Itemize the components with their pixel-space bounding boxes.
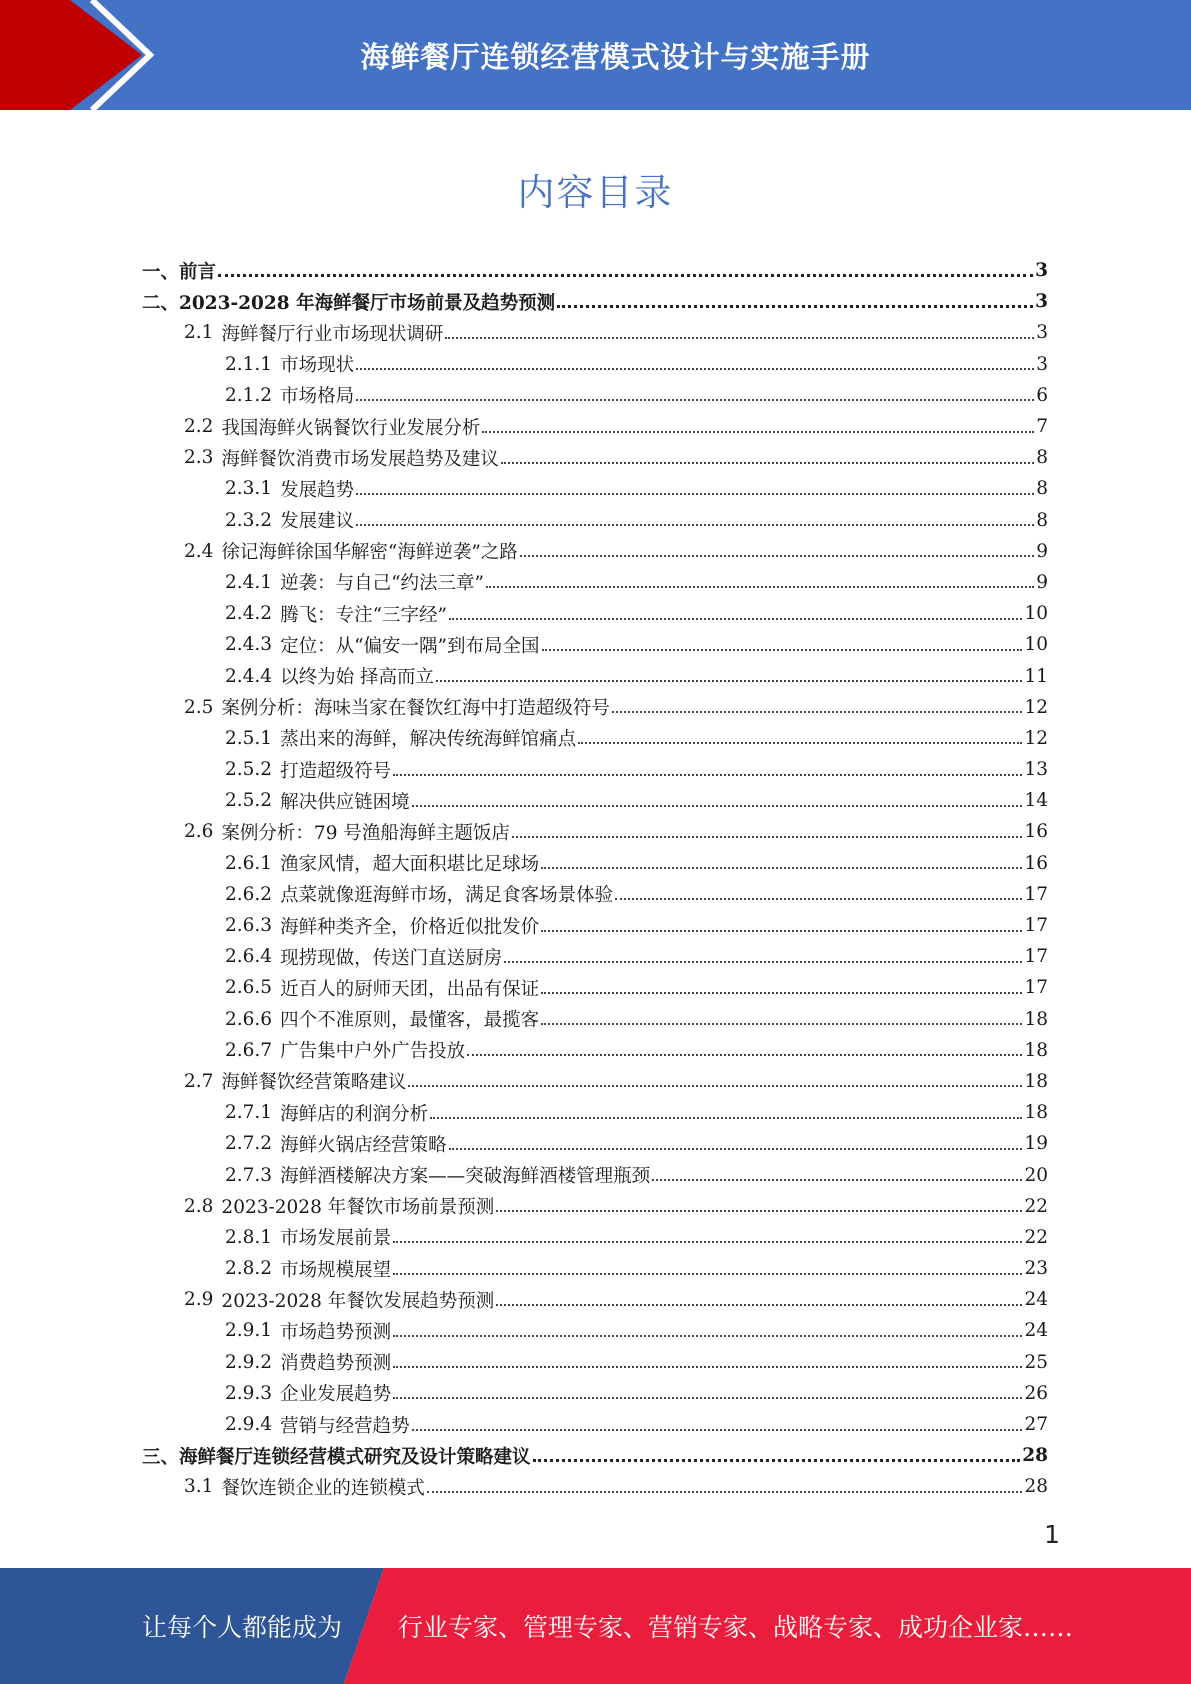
toc-entry-number: 2.1.2 xyxy=(225,384,273,406)
toc-dot-leader xyxy=(652,1179,1022,1181)
toc-dot-leader xyxy=(356,493,1034,495)
toc-dot-leader xyxy=(541,867,1022,869)
toc-entry-title: 市场现状 xyxy=(280,355,355,377)
toc-entry-page: 10 xyxy=(1024,603,1048,625)
toc-entry-page: 17 xyxy=(1024,946,1048,968)
toc-entry-title: 海鲜酒楼解决方案——突破海鲜酒楼管理瓶颈 xyxy=(280,1166,651,1188)
toc-entry-page: 8 xyxy=(1036,509,1048,531)
toc-entry[interactable] xyxy=(142,380,1048,411)
toc-entry-title: 海鲜火锅店经营策略 xyxy=(280,1134,447,1156)
toc-entry[interactable] xyxy=(142,442,1048,473)
toc-entry[interactable] xyxy=(142,1222,1048,1253)
toc-dot-leader xyxy=(393,1397,1022,1399)
toc-entry-number: 2.4.1 xyxy=(225,571,273,593)
toc-entry[interactable] xyxy=(142,972,1048,1003)
toc-entry-number: 3.1 xyxy=(184,1476,214,1498)
toc-entry-title: 渔家风情，超大面积堪比足球场 xyxy=(280,854,540,876)
toc-entry-number: 2.6.7 xyxy=(225,1039,273,1061)
toc-entry-page: 18 xyxy=(1024,1102,1048,1124)
toc-entry-number: 2.5.1 xyxy=(225,727,273,749)
toc-entry-page: 22 xyxy=(1024,1195,1048,1217)
toc-dot-leader xyxy=(393,1335,1022,1337)
toc-dot-leader xyxy=(393,1241,1022,1243)
toc-entry-page: 18 xyxy=(1024,1070,1048,1092)
toc-entry[interactable] xyxy=(142,1159,1048,1190)
footer-slogan-left: 让每个人都能成为 xyxy=(142,1613,343,1642)
toc-entry-title: 餐饮连锁企业的连锁模式 xyxy=(221,1477,425,1499)
toc-entry-page: 3 xyxy=(1036,353,1048,375)
toc-dot-leader xyxy=(541,930,1022,932)
toc-dot-leader xyxy=(512,836,1023,838)
toc-entry-page: 12 xyxy=(1024,727,1048,749)
toc-entry[interactable] xyxy=(142,1035,1048,1066)
toc-entry-title: 海鲜种类齐全，价格近似批发价 xyxy=(280,916,540,938)
toc-entry-number: 2.6.4 xyxy=(225,946,273,968)
toc-entry[interactable] xyxy=(142,1253,1048,1284)
toc-entry-number: 2.4.4 xyxy=(225,665,273,687)
toc-entry[interactable] xyxy=(142,286,1048,317)
toc-entry[interactable] xyxy=(142,785,1048,816)
toc-entry-page: 17 xyxy=(1024,915,1048,937)
toc-entry-title: 以终为始 择高而立 xyxy=(280,667,434,689)
header-band xyxy=(0,0,1191,110)
toc-dot-leader xyxy=(412,1429,1023,1431)
toc-dot-leader xyxy=(449,1148,1023,1150)
toc-entry-number: 2.3.1 xyxy=(225,478,273,500)
toc-entry[interactable] xyxy=(142,1128,1048,1159)
toc-entry[interactable] xyxy=(142,598,1048,629)
toc-entry[interactable] xyxy=(142,1347,1048,1378)
toc-entry-title: 逆袭：与自己“约法三章” xyxy=(280,573,484,595)
toc-entry-title: 发展建议 xyxy=(280,511,355,533)
toc-entry[interactable] xyxy=(142,816,1048,847)
toc-dot-leader xyxy=(615,898,1022,900)
toc-entry-page: 17 xyxy=(1024,977,1048,999)
toc-entry[interactable] xyxy=(142,473,1048,504)
toc-entry-title: 海鲜餐饮经营策略建议 xyxy=(221,1072,407,1094)
toc-entry-page: 3 xyxy=(1036,322,1048,344)
toc-entry[interactable] xyxy=(142,1409,1048,1440)
toc-entry[interactable] xyxy=(142,723,1048,754)
toc-entry-page: 28 xyxy=(1024,1476,1048,1498)
toc-entry-title: 案例分析：海味当家在餐饮红海中打造超级符号 xyxy=(221,698,610,720)
toc-dot-leader xyxy=(412,805,1023,807)
toc-dot-leader xyxy=(467,1054,1022,1056)
toc-dot-leader xyxy=(449,618,1022,620)
toc-entry-title: 前言 xyxy=(179,261,217,283)
toc-entry-page: 17 xyxy=(1024,883,1048,905)
toc-entry-title: 点菜就像逛海鲜市场，满足食客场景体验 xyxy=(280,885,614,907)
toc-entry[interactable] xyxy=(142,692,1048,723)
toc-entry-title: 营销与经营趋势 xyxy=(280,1415,410,1437)
toc-dot-leader xyxy=(356,524,1034,526)
toc-dot-leader xyxy=(393,774,1022,776)
toc-entry-page: 6 xyxy=(1036,384,1048,406)
toc-entry-number: 2.6.3 xyxy=(225,915,273,937)
toc-entry[interactable] xyxy=(142,536,1048,567)
toc-dot-leader xyxy=(430,1117,1022,1119)
toc-entry[interactable] xyxy=(142,941,1048,972)
toc-entry-number: 2.7.3 xyxy=(225,1164,273,1186)
toc-entry-number: 2.1.1 xyxy=(225,353,273,375)
toc-entry[interactable] xyxy=(142,1315,1048,1346)
toc-heading: 内容目录 xyxy=(517,171,674,214)
toc-entry[interactable] xyxy=(142,879,1048,910)
toc-entry[interactable] xyxy=(142,1378,1048,1409)
toc-entry-title: 案例分析：79 号渔船海鲜主题饭店 xyxy=(221,822,510,844)
toc-entry-page: 11 xyxy=(1024,665,1048,687)
toc-entry[interactable] xyxy=(142,505,1048,536)
toc-dot-leader xyxy=(427,1491,1023,1493)
toc-entry[interactable] xyxy=(142,1097,1048,1128)
toc-entry[interactable] xyxy=(142,1191,1048,1222)
toc-entry-title: 2023-2028 年餐饮市场前景预测 xyxy=(221,1197,495,1219)
toc-entry-number: 2.6.5 xyxy=(225,977,273,999)
toc-entry-title: 市场趋势预测 xyxy=(280,1321,392,1343)
toc-entry[interactable] xyxy=(142,255,1048,286)
toc-dot-leader xyxy=(501,462,1034,464)
toc-dot-leader xyxy=(486,586,1034,588)
toc-dot-leader xyxy=(356,399,1034,401)
toc-entry-number: 2.8.2 xyxy=(225,1258,273,1280)
toc-entry-number: 2.7 xyxy=(184,1070,214,1092)
toc-dot-leader xyxy=(504,961,1022,963)
toc-entry-number: 2.6.6 xyxy=(225,1008,273,1030)
toc-dot-leader xyxy=(612,711,1023,713)
toc-entry[interactable] xyxy=(142,1440,1048,1471)
toc-entry-title: 市场规模展望 xyxy=(280,1259,392,1281)
toc-entry-page: 20 xyxy=(1024,1164,1048,1186)
toc-entry-page: 24 xyxy=(1024,1289,1048,1311)
toc-entry[interactable] xyxy=(142,629,1048,660)
toc-entry[interactable] xyxy=(142,349,1048,380)
toc-entry-title: 腾飞：专注“三字经” xyxy=(280,604,447,626)
toc-entry-number: 2.9.2 xyxy=(225,1351,273,1373)
toc-entry-number: 2.4.2 xyxy=(225,603,273,625)
toc-entry-number: 一、 xyxy=(142,261,180,283)
toc-entry-page: 28 xyxy=(1022,1445,1048,1467)
toc-entry[interactable] xyxy=(142,1284,1048,1315)
toc-entry-number: 2.7.2 xyxy=(225,1133,273,1155)
toc-entry[interactable] xyxy=(142,317,1048,348)
toc-entry[interactable] xyxy=(142,567,1048,598)
toc-entry-page: 12 xyxy=(1024,696,1048,718)
toc-entry[interactable] xyxy=(142,754,1048,785)
toc-entry-page: 10 xyxy=(1024,634,1048,656)
toc-entry[interactable] xyxy=(142,1471,1048,1502)
toc-entry-number: 2.6.2 xyxy=(225,883,273,905)
toc-entry-title: 海鲜餐厅行业市场现状调研 xyxy=(221,323,444,345)
toc-entry-title: 打造超级符号 xyxy=(280,760,392,782)
toc-dot-leader xyxy=(578,742,1022,744)
toc-entry-title: 发展趋势 xyxy=(280,479,355,501)
toc-entry-page: 18 xyxy=(1024,1039,1048,1061)
toc-entry-title: 海鲜餐饮消费市场发展趋势及建议 xyxy=(221,448,499,470)
toc-entry-page: 13 xyxy=(1024,759,1048,781)
toc-entry[interactable] xyxy=(142,1066,1048,1097)
toc-entry-page: 25 xyxy=(1024,1351,1048,1373)
toc-entry-page: 3 xyxy=(1035,291,1048,313)
toc-entry-title: 徐记海鲜徐国华解密“海鲜逆袭”之路 xyxy=(221,542,518,564)
toc-entry-number: 2.9.3 xyxy=(225,1382,273,1404)
toc-dot-leader xyxy=(496,1210,1022,1212)
toc-entry-title: 近百人的厨师天团，出品有保证 xyxy=(280,978,540,1000)
toc-dot-leader xyxy=(542,649,1023,651)
toc-entry-number: 2.5 xyxy=(184,696,214,718)
toc-entry-title: 解决供应链困境 xyxy=(280,791,410,813)
toc-entry-title: 市场发展前景 xyxy=(280,1228,392,1250)
toc-entry-page: 7 xyxy=(1036,416,1048,438)
toc-entry-title: 蒸出来的海鲜，解决传统海鲜馆痛点 xyxy=(280,729,577,751)
toc-entry-number: 2.7.1 xyxy=(225,1102,273,1124)
toc-entry-number: 三、 xyxy=(142,1446,180,1468)
toc-entry-number: 二、 xyxy=(142,292,180,314)
toc-entry-page: 14 xyxy=(1024,790,1048,812)
toc-entry-page: 16 xyxy=(1024,852,1048,874)
toc-dot-leader xyxy=(408,1085,1022,1087)
toc-dot-leader xyxy=(541,1023,1022,1025)
toc-entry-page: 22 xyxy=(1024,1226,1048,1248)
toc-entry-page: 18 xyxy=(1024,1008,1048,1030)
toc-entry-page: 19 xyxy=(1024,1133,1048,1155)
toc-entry-number: 2.4 xyxy=(184,540,214,562)
toc-dot-leader xyxy=(541,992,1022,994)
toc-entry-number: 2.5.2 xyxy=(225,790,273,812)
toc-entry-page: 23 xyxy=(1024,1258,1048,1280)
toc-dot-leader xyxy=(445,337,1034,339)
toc-entry-number: 2.9.1 xyxy=(225,1320,273,1342)
toc-entry-title: 广告集中户外广告投放 xyxy=(280,1041,466,1063)
toc-dot-leader xyxy=(496,1304,1022,1306)
footer-band xyxy=(0,1568,1191,1684)
toc-entry-title: 2023-2028 年海鲜餐厅市场前景及趋势预测 xyxy=(179,292,556,314)
toc-entry-page: 8 xyxy=(1036,447,1048,469)
toc-entry[interactable] xyxy=(142,1004,1048,1035)
toc-entry-title: 我国海鲜火锅餐饮行业发展分析 xyxy=(221,417,481,439)
toc-entry-page: 8 xyxy=(1036,478,1048,500)
toc-entry-title: 企业发展趋势 xyxy=(280,1384,392,1406)
toc-entry-page: 27 xyxy=(1024,1414,1048,1436)
toc-dot-leader xyxy=(533,1459,1021,1462)
toc-entry[interactable] xyxy=(142,848,1048,879)
toc-entry-number: 2.5.2 xyxy=(225,759,273,781)
toc-entry-number: 2.6.1 xyxy=(225,852,273,874)
toc-entry-number: 2.1 xyxy=(184,322,214,344)
toc-entry-title: 2023-2028 年餐饮发展趋势预测 xyxy=(221,1290,495,1312)
toc-dot-leader xyxy=(218,274,1033,277)
footer-slogan-right: 行业专家、管理专家、营销专家、战略专家、成功企业家…… xyxy=(398,1613,1074,1642)
toc-entry-number: 2.8 xyxy=(184,1195,214,1217)
toc-entry-number: 2.2 xyxy=(184,416,214,438)
toc-entry-number: 2.3 xyxy=(184,447,214,469)
page-number: 1 xyxy=(1044,1520,1060,1549)
toc-entry-title: 市场格局 xyxy=(280,386,355,408)
toc-entry-title: 海鲜店的利润分析 xyxy=(280,1103,429,1125)
toc-entry[interactable] xyxy=(142,411,1048,442)
toc-entry-number: 2.6 xyxy=(184,821,214,843)
toc-dot-leader xyxy=(393,1366,1022,1368)
toc-entry[interactable] xyxy=(142,660,1048,691)
toc-dot-leader xyxy=(557,305,1033,308)
toc-entry-number: 2.8.1 xyxy=(225,1226,273,1248)
toc-entry-title: 定位：从“偏安一隅”到布局全国 xyxy=(280,635,540,657)
toc-dot-leader xyxy=(356,368,1034,370)
toc-entry-title: 现捞现做，传送门直送厨房 xyxy=(280,947,503,969)
toc-entry-page: 9 xyxy=(1036,540,1048,562)
toc-dot-leader xyxy=(436,680,1022,682)
toc-entry-number: 2.4.3 xyxy=(225,634,273,656)
toc-dot-leader xyxy=(393,1273,1022,1275)
toc-entry-title: 海鲜餐厅连锁经营模式研究及设计策略建议 xyxy=(179,1446,531,1468)
toc-entry-title: 四个不准原则，最懂客，最揽客 xyxy=(280,1010,540,1032)
toc-entry-number: 2.9.4 xyxy=(225,1414,273,1436)
toc-entry-number: 2.3.2 xyxy=(225,509,273,531)
toc-entry[interactable] xyxy=(142,910,1048,941)
toc-entry-page: 9 xyxy=(1036,571,1048,593)
toc-entry-number: 2.9 xyxy=(184,1289,214,1311)
toc-dot-leader xyxy=(520,555,1034,557)
toc-entry-page: 16 xyxy=(1024,821,1048,843)
document-title: 海鲜餐厅连锁经营模式设计与实施手册 xyxy=(360,39,871,74)
toc-entry-page: 26 xyxy=(1024,1382,1048,1404)
table-of-contents xyxy=(142,255,1048,1503)
toc-entry-page: 3 xyxy=(1035,260,1048,282)
toc-entry-title: 消费趋势预测 xyxy=(280,1353,392,1375)
toc-dot-leader xyxy=(482,431,1034,433)
toc-entry-page: 24 xyxy=(1024,1320,1048,1342)
